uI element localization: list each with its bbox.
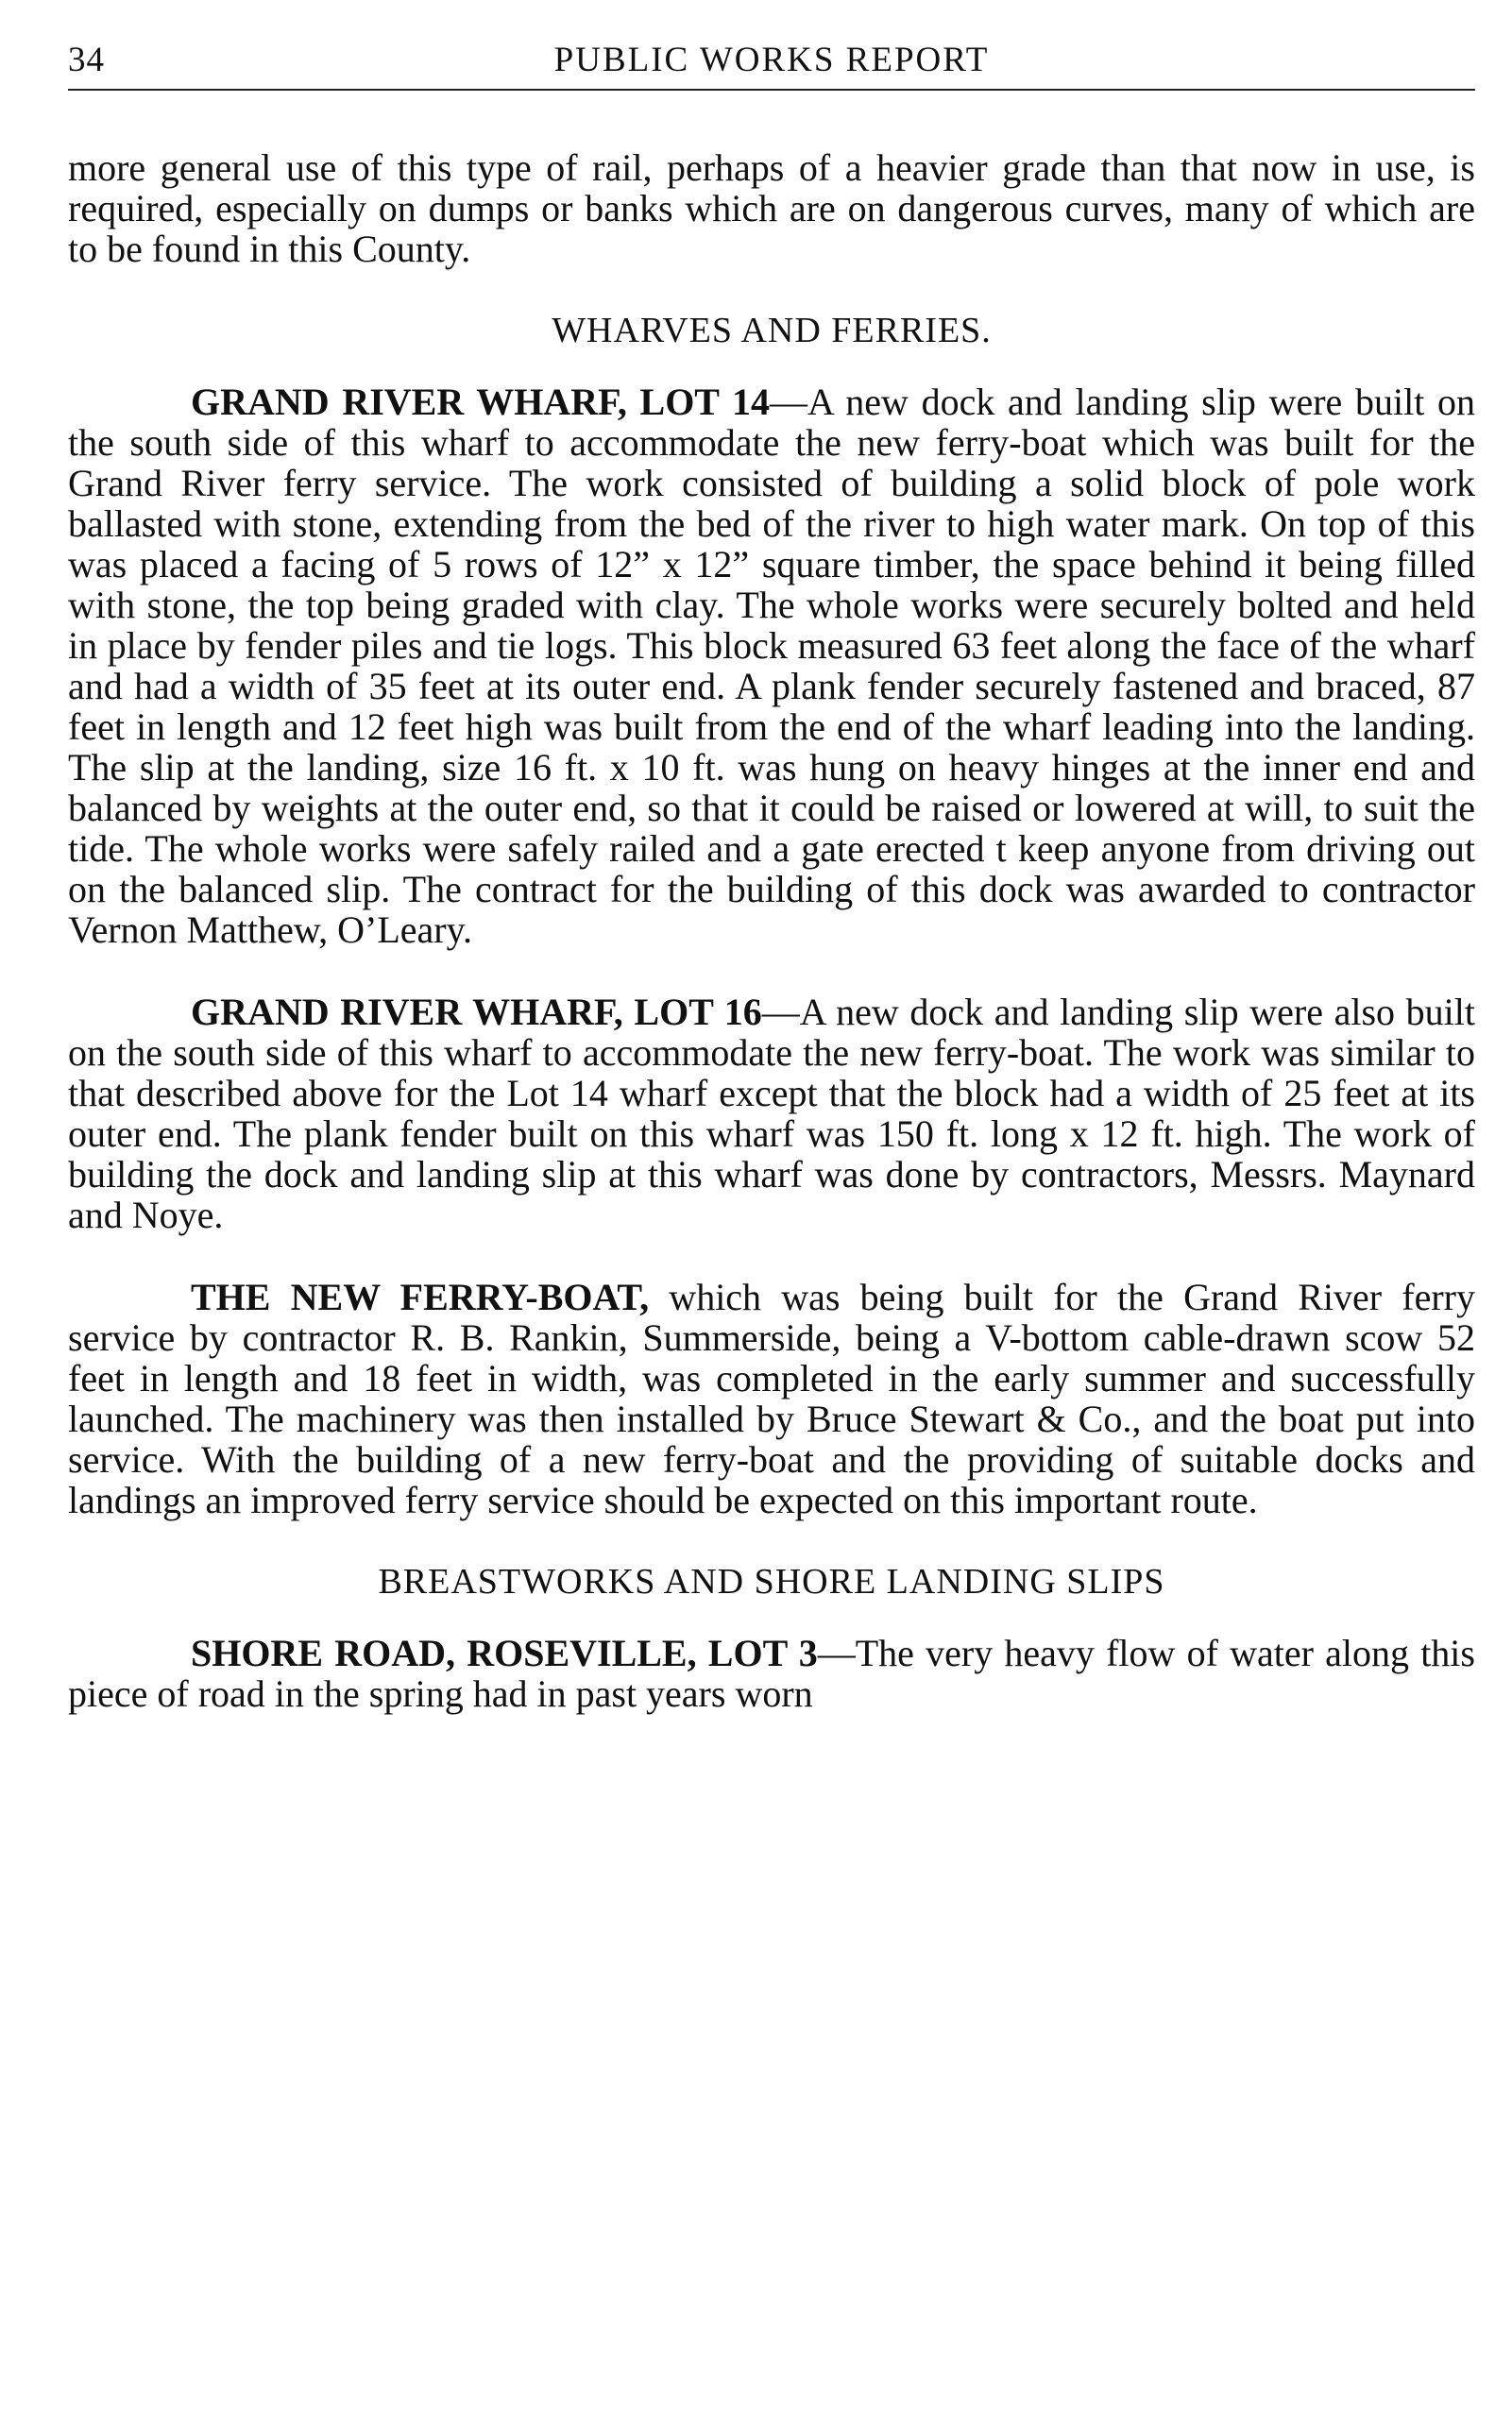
body-new-ferry-boat: which was being built for the Grand River ferry service by contractor R. B. Rankin, Summerside, being a V-bottom cable-drawn scow 52 feet in length and 18 feet in width, was completed in the early summer and successfully launched. The machinery was then installed by Bruce Stewart & Co., and the boat put into service. With the building of a new ferry-boat and the providing of suitable docks and landings an improved ferry service should be expected on this important route. — [68, 1276, 1475, 1521]
paragraph-new-ferry-boat — [68, 1277, 1475, 1520]
running-header — [68, 34, 1475, 89]
paragraph-lot-16-wharf — [68, 992, 1475, 1235]
heading-wharves-and-ferries: WHARVES AND FERRIES. — [552, 311, 992, 350]
page-number: 34 — [68, 41, 105, 79]
header-rule — [68, 89, 1475, 91]
paragraph-lot-14-wharf — [68, 382, 1475, 950]
heading-breastworks: BREASTWORKS AND SHORE LANDING SLIPS — [378, 1562, 1165, 1602]
lead-shore-road-roseville: SHORE ROAD, ROSEVILLE, LOT 3 — [191, 1632, 818, 1674]
body-lot-14-wharf: —A new dock and landing slip were built on the south side of this wharf to accommodate the new ferry-boat which was built for the Grand River ferry service. The work consisted of building a solid block of pole work ballasted with stone, extending from the bed of the river to high water mark. On top of this was placed a facing of 5 rows of 12” x 12” square timber, the space behind it being filled with stone, the top being graded with clay. The whole works were securely bolted and held in place by fender piles and tie logs. This block measured 63 feet along the face of the wharf and had a width of 35 feet at its outer end. A plank fender securely fastened and braced, 87 feet in length and 12 feet high was built from the end of the wharf leading into the landing. The slip at the landing, size 16 ft. x 10 ft. was hung on heavy hinges at the inner end and balanced by weights at the outer end, so that it could be raised or lowered at will, to suit the tide. The whole works were safely railed and a gate erected t keep anyone from driving out on the balanced slip. The contract for the building of this dock was awarded to contractor Vernon Matthew, O’Leary. — [68, 381, 1476, 951]
paragraph-shore-road-roseville — [68, 1633, 1475, 1714]
lead-new-ferry-boat: THE NEW FERRY-BOAT, — [191, 1276, 650, 1318]
body-text — [68, 147, 1475, 1714]
lead-lot-14-wharf: GRAND RIVER WHARF, LOT 14 — [191, 381, 770, 423]
report-title: PUBLIC WORKS REPORT — [553, 41, 990, 79]
document-page — [68, 34, 1476, 1715]
lead-lot-16-wharf: GRAND RIVER WHARF, LOT 16 — [191, 991, 762, 1033]
paragraph-continuation: more general use of this type of rail, perhaps of a heavier grade than that now in use, is required, especially on dumps or banks which are on dangerous curves, many of which are to be found in this County. — [68, 146, 1475, 270]
body-shore-road-roseville: —The very heavy flow of water along this piece of road in the spring had in past years worn — [68, 1632, 1475, 1715]
body-lot-16-wharf: —A new dock and landing slip were also built on the south side of this wharf to accommodate the new ferry-boat. The work was similar to that described above for the Lot 14 wharf except that the block had a width of 25 feet at its outer end. The plank fender built on this wharf was 150 ft. long x 12 ft. high. The work of building the dock and landing slip at this wharf was done by contractors, Messrs. Maynard and Noye. — [68, 991, 1475, 1236]
